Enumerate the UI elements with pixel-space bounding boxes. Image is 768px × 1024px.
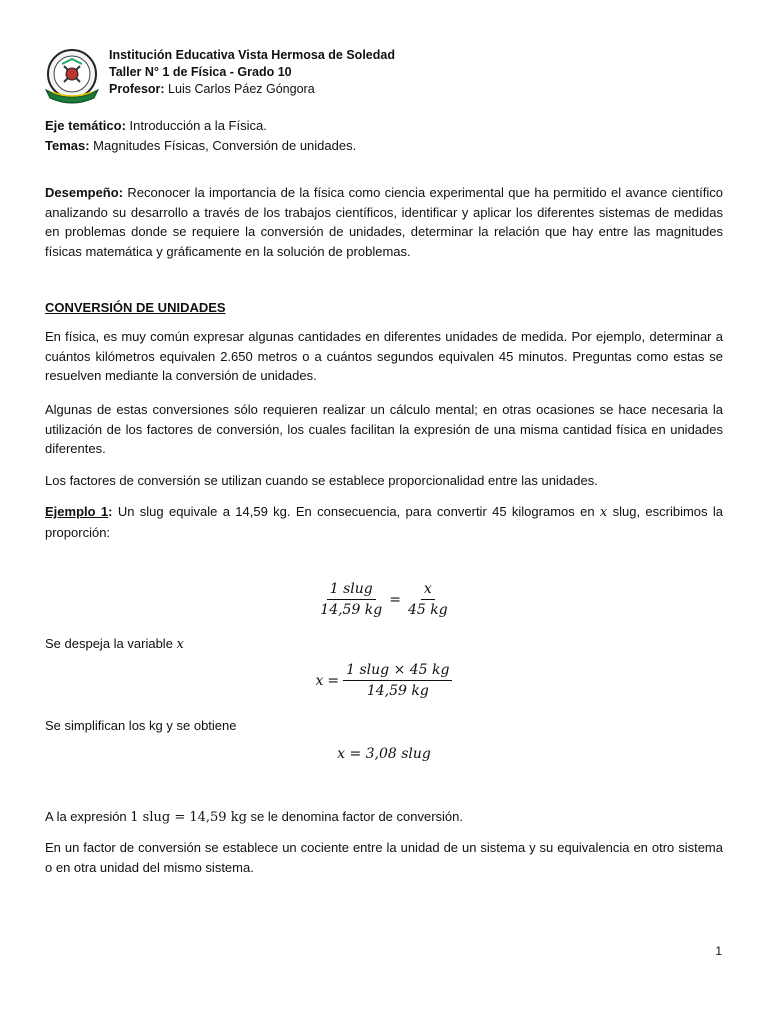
solve-denominator: 14,59 kg (366, 683, 429, 699)
eje-line (45, 116, 723, 136)
closing-paragraph-2: En un factor de conversión se establece un cociente entre la unidad de un sistema y su equivalencia en otro sistema o en otra unidad del mismo sistema. (45, 840, 723, 875)
closing-text-b: se le denomina factor de conversión. (246, 809, 463, 824)
equals-sign: = (389, 591, 401, 608)
institution-name: Institución Educativa Vista Hermosa de Soledad (109, 48, 395, 62)
example-colon: : (108, 504, 113, 519)
step-2-line: Se simplifican los kg y se obtiene (45, 718, 237, 733)
teacher-label: Profesor: (109, 82, 165, 96)
equation-proportion (0, 580, 768, 618)
equation-solve (0, 662, 768, 699)
solve-lhs: x (315, 672, 324, 689)
fraction-left-denominator: 14,59 kg (320, 602, 383, 618)
desempeno-text: Reconocer la importancia de la física como ciencia experimental que ha permitido el avance científico analizando su desarrollo a través de los trabajos científicos, identificar y aplicar los diferentes sistemas de medidas en problemas donde se requiere la conversión de unidades, determinar la relación que hay entre las magnitudes físicas matemática y gráficamente en la solución de problemas. (45, 185, 723, 259)
paragraph-2: Algunas de estas conversiones sólo requieren realizar un cálculo mental; en otras ocasiones se hace necesaria la utilización de los factores de conversión, los cuales facilitan la expresión de una misma cantidad física en unidades diferentes. (45, 402, 723, 456)
teacher-line (109, 81, 395, 98)
example-text-a: Un slug equivale a 14,59 kg. En consecuencia, para convertir 45 kilogramos en (112, 504, 600, 519)
closing-paragraph-1 (45, 807, 723, 828)
page-number: 1 (715, 944, 722, 958)
paragraph-3: Los factores de conversión se utilizan cuando se establece proporcionalidad entre las unidades. (45, 473, 598, 488)
temas-value: Magnitudes Físicas, Conversión de unidades. (89, 137, 357, 153)
eje-label: Eje temático: (45, 118, 126, 133)
example-text-b: slug, escribimos la proporción: (45, 504, 723, 540)
school-crest-icon (42, 46, 102, 106)
example-paragraph (45, 502, 723, 542)
example-variable: x (599, 505, 608, 520)
closing-math: 1 slug = 14,59 kg (130, 810, 247, 825)
step-1-text: Se despeja la variable (45, 636, 177, 651)
workshop-title: Taller N° 1 de Física - Grado 10 (109, 65, 292, 79)
solve-equals: = (327, 672, 340, 689)
teacher-name: Luis Carlos Páez Góngora (164, 82, 315, 96)
equation-result: x = 3,08 slug (337, 746, 431, 762)
example-label: Ejemplo 1 (45, 504, 109, 519)
fraction-right-denominator: 45 kg (408, 602, 448, 618)
step-1-variable: x (176, 637, 184, 652)
temas-label: Temas: (45, 137, 90, 153)
section-title: CONVERSIÓN DE UNIDADES (45, 300, 226, 315)
step-1-line (45, 634, 723, 655)
eje-value: Introducción a la Física. (125, 118, 267, 133)
solve-numerator: 1 slug × 45 kg (343, 662, 452, 681)
fraction-left (317, 581, 385, 618)
closing-text-a: A la expresión (45, 809, 131, 824)
fraction-right (405, 581, 451, 618)
fraction-right-numerator: x (421, 581, 435, 600)
desempeno-paragraph (45, 183, 723, 261)
solve-fraction (343, 662, 452, 699)
document-header (42, 42, 742, 108)
paragraph-1: En física, es muy común expresar algunas cantidades en diferentes unidades de medida. Por ejemplo, determinar a cuántos kilómetros equivalen 2.650 metros o a cuántos segundos equivalen 45 minutos. Preguntas como estas se resuelven mediante la conversión de unidades. (45, 329, 723, 383)
desempeno-label: Desempeño: (45, 185, 124, 200)
topic-block (45, 116, 723, 155)
fraction-left-numerator: 1 slug (327, 581, 376, 600)
temas-line (45, 136, 723, 156)
